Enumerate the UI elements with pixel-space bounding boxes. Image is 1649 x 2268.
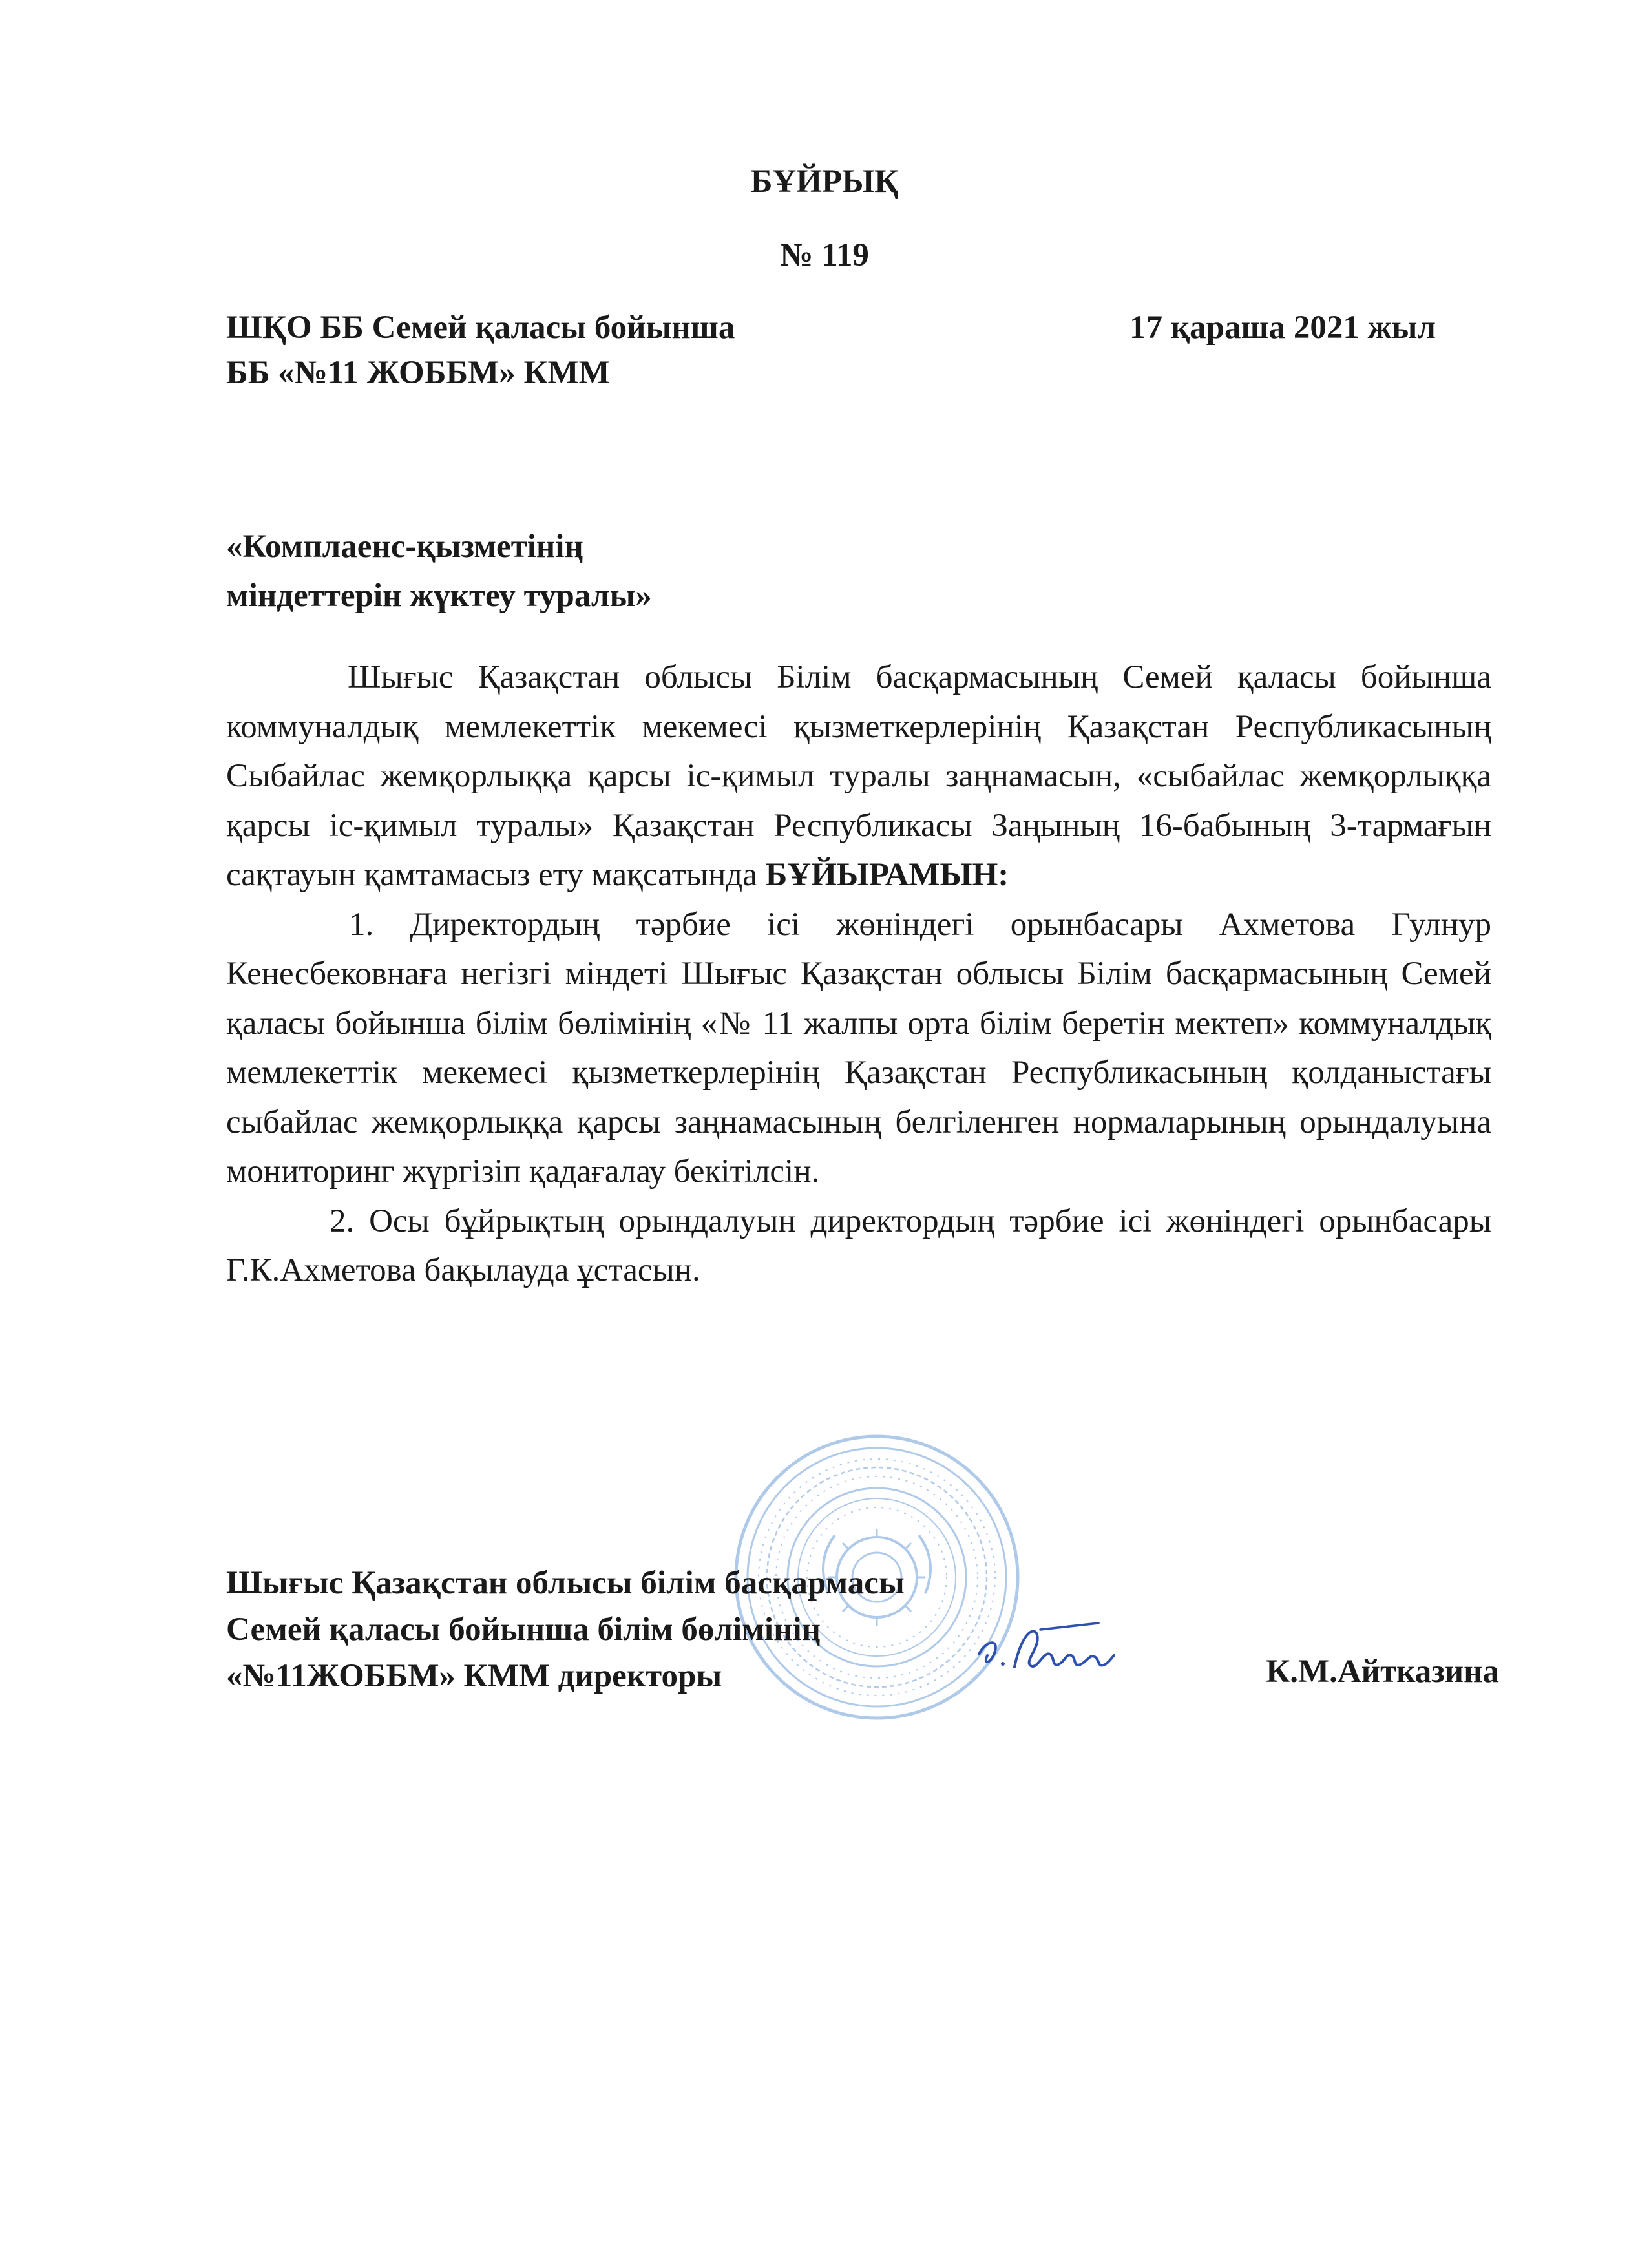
document-title: БҰЙРЫҚ <box>750 163 899 200</box>
order-item-2: 2. Осы бұйрықтың орындалуын директордың тәрбие ісі жөніндегі орынбасары Г.К.Ахметова бақылауда ұстасын. <box>226 1202 1491 1288</box>
order-body <box>226 653 1491 1296</box>
issuer-line-1: ШҚО ББ Семей қаласы бойынша <box>226 310 735 346</box>
order-word: БҰЙЫРАМЫН: <box>765 857 1009 893</box>
subject-line-2: міндеттерін жүктеу туралы» <box>226 578 652 614</box>
document-date: 17 қараша 2021 жыл <box>1129 310 1436 346</box>
subject-block <box>226 522 652 620</box>
preamble-text: Шығыс Қазақстан облысы Білім басқармасының Семей қаласы бойынша коммуналдық мемлекеттік мекемесі қызметкерлерінің Қазақстан Республикасының Сыбайлас жемқорлыққа қарсы іс-қимыл туралы заңнамасын, «сыбайлас жемқорлыққа қарсы іс-қимыл туралы» Қазақстан Республикасы Заңының 16-бабының 3-тармағын сақтауын қамтамасыз ету мақсатында <box>226 659 1491 893</box>
subject-line-1: «Комплаенс-қызметінің <box>226 529 583 565</box>
document-number: № 119 <box>780 237 869 273</box>
signatory-name: К.М.Айтказина <box>1266 1654 1499 1690</box>
preamble-paragraph <box>226 653 1491 900</box>
order-item-1: 1. Директордың тәрбие ісі жөніндегі орынбасары Ахметова Гулнур Кенесбековнаға негізгі міндеті Шығыс Қазақстан облысы Білім басқармасының Семей қаласы бойынша білім бөлімінің «№ 11 жалпы орта білім беретін мектеп» коммуналдық мемлекеттік мекемесі қызметкерлерінің Қазақстан Республикасының қолданыстағы сыбайлас жемқорлыққа қарсы заңнамасының белгіленген нормаларының орындалуына мониторинг жүргізіп қадағалау бекітілсін. <box>226 906 1491 1190</box>
signatory-block <box>226 1560 905 1699</box>
signatory-line-2: Семей қаласы бойынша білім бөлімінің <box>226 1612 821 1648</box>
issuer-block <box>226 305 735 395</box>
signatory-line-1: Шығыс Қазақстан облысы білім басқармасы <box>226 1565 905 1601</box>
issuer-line-2: ББ «№11 ЖОББМ» КММ <box>226 355 610 391</box>
signatory-line-3: «№11ЖОББМ» КММ директоры <box>226 1658 722 1694</box>
handwritten-signature <box>969 1615 1118 1686</box>
